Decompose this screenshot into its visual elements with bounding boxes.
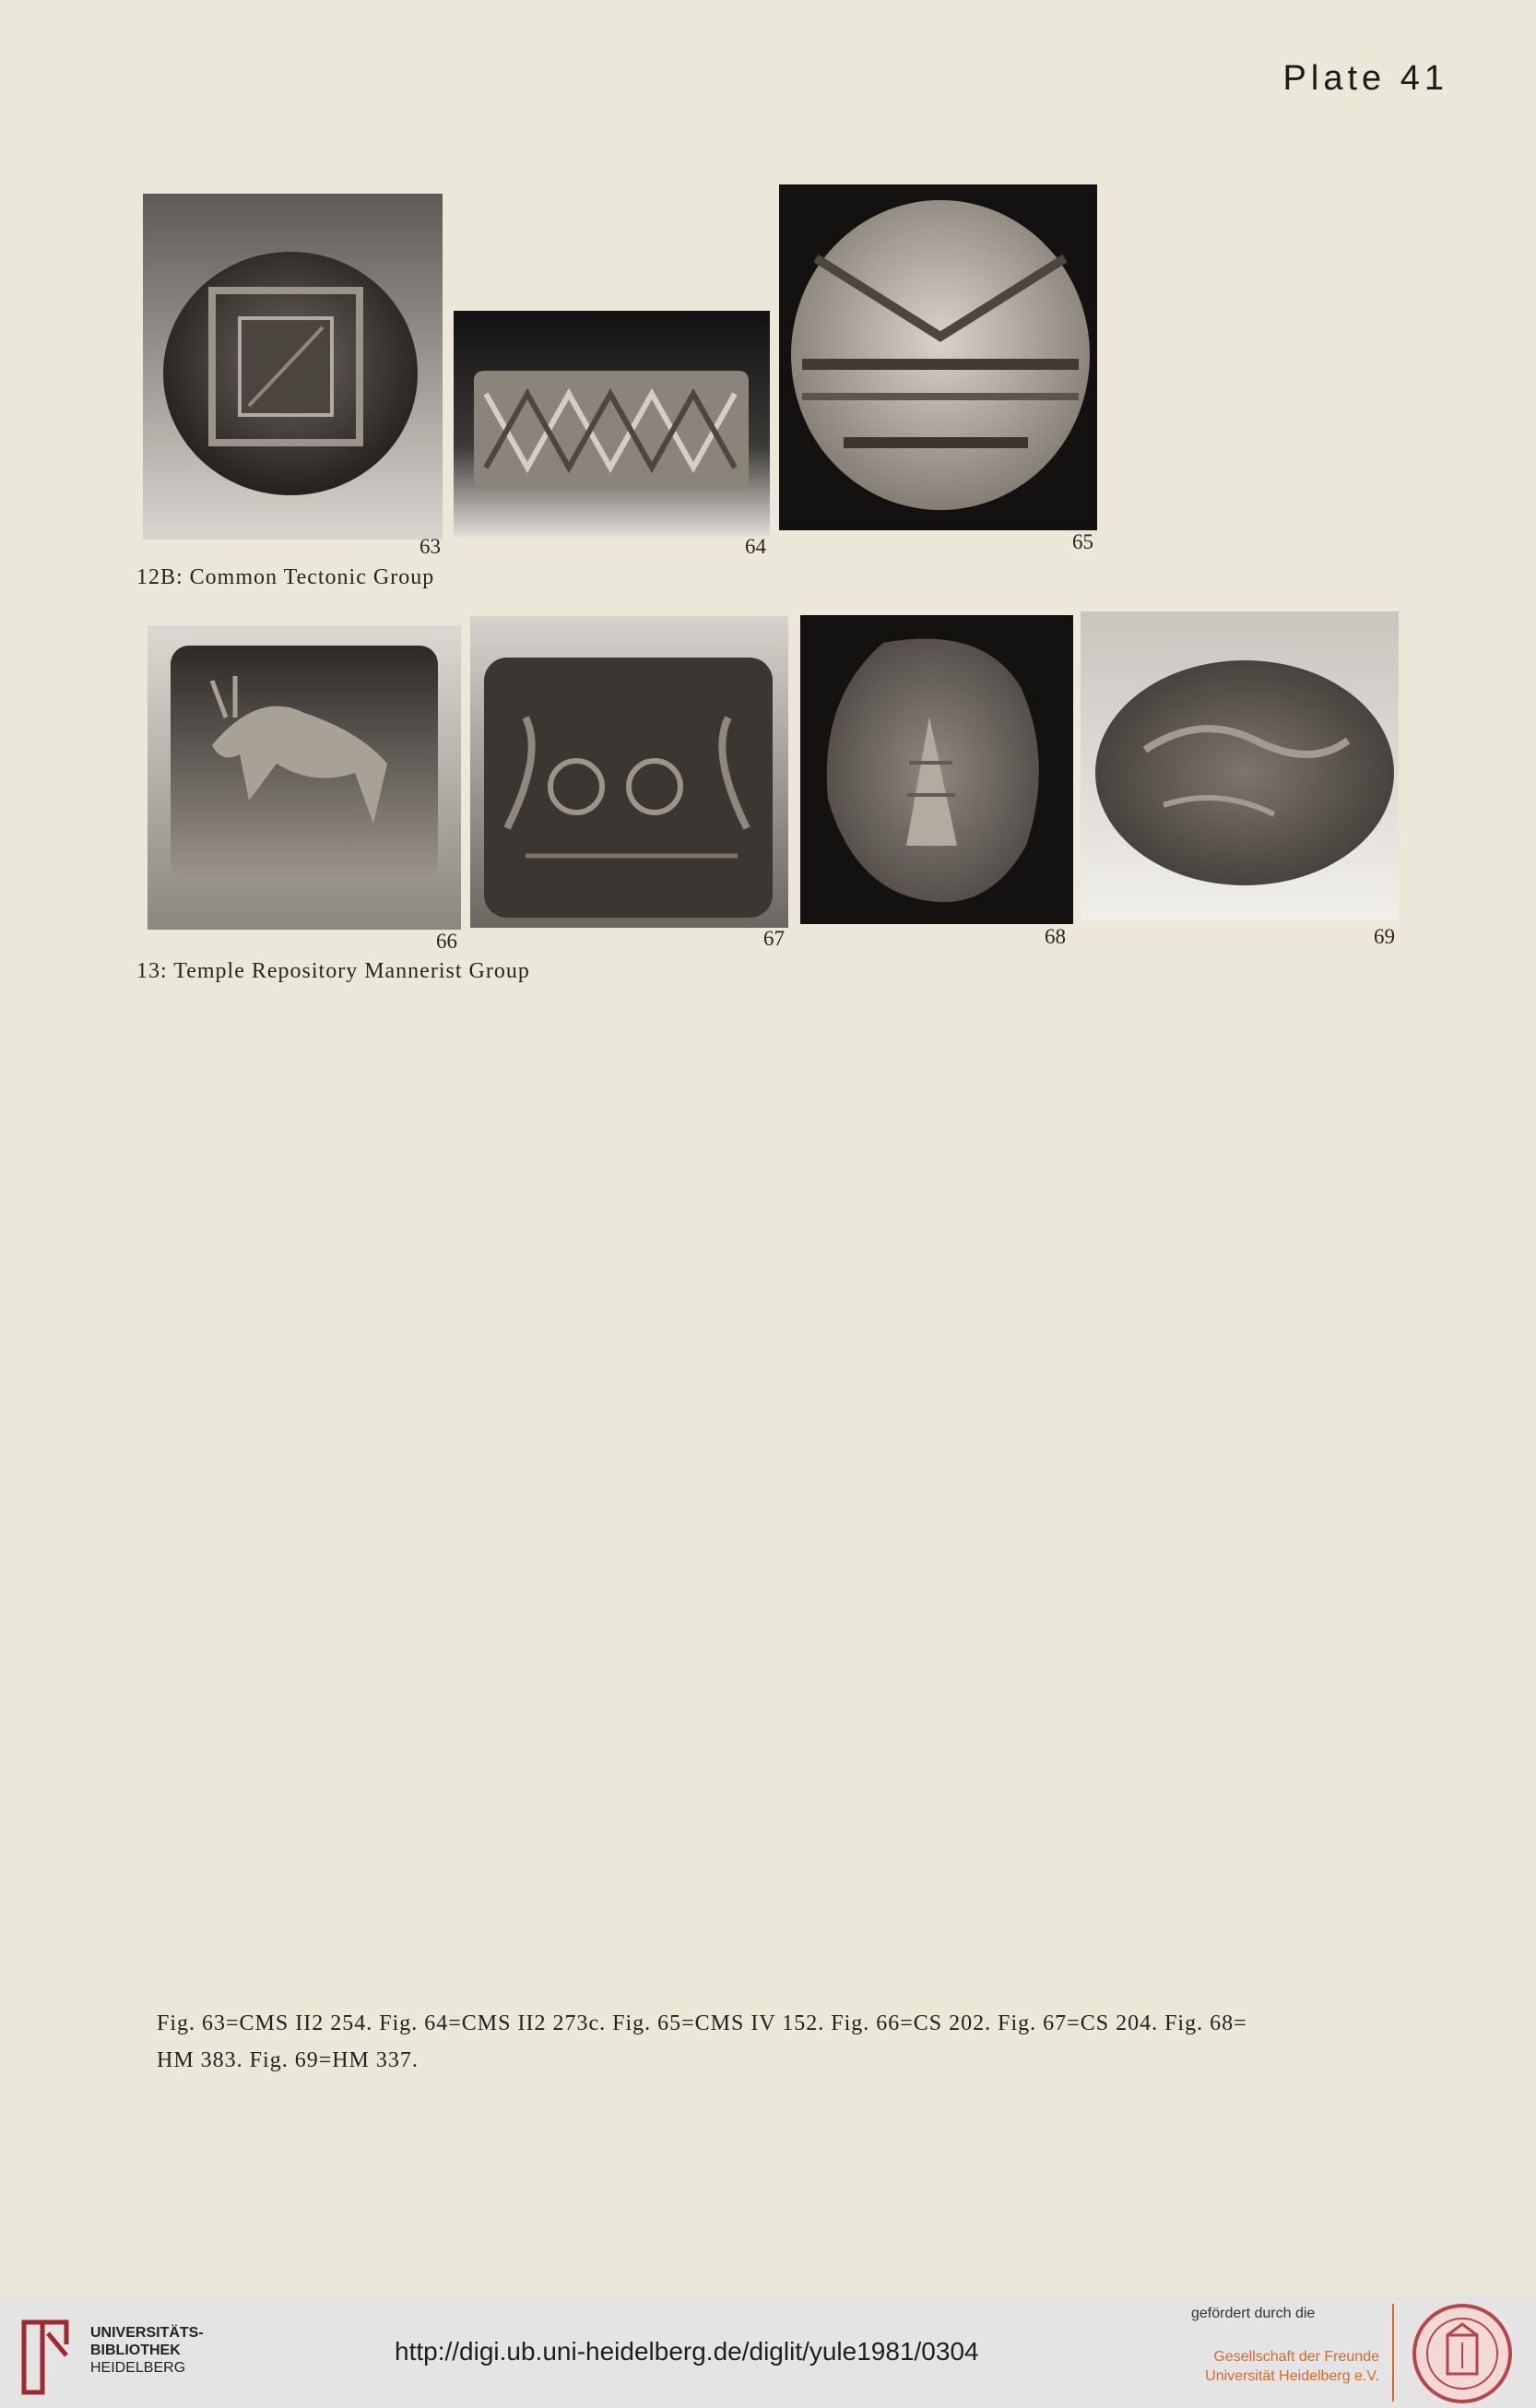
plate-caption: [157, 2005, 1438, 2079]
society-name: [1195, 2347, 1379, 2386]
seal-photo-69: [1081, 611, 1399, 920]
seal-photo-68: [800, 615, 1073, 924]
footer-divider: [1392, 2304, 1394, 2402]
figure-number: 66: [436, 930, 457, 953]
society-name-line: Gesellschaft der Freunde: [1213, 2349, 1379, 2365]
promoted-by-label: gefördert durch die: [1191, 2306, 1316, 2321]
figure-number: 65: [1072, 530, 1093, 553]
library-name: [90, 2324, 204, 2377]
library-name-line: UNIVERSITÄTS-: [90, 2325, 204, 2341]
caption-line: Fig. 63=CMS II2 254. Fig. 64=CMS II2 273c. Fig. 65=CMS IV 152. Fig. 66=CS 202. Fig. 67=CS 204. Fig. 68=: [157, 2011, 1247, 2035]
seal-photo-67: [470, 616, 788, 928]
library-name-line: HEIDELBERG: [90, 2360, 186, 2376]
caption-line: HM 383. Fig. 69=HM 337.: [157, 2048, 419, 2072]
seal-photo-64: [454, 311, 770, 537]
library-name-line: BIBLIOTHEK: [90, 2343, 181, 2358]
university-seal-icon: [1411, 2302, 1514, 2405]
source-url[interactable]: http://digi.ub.uni-heidelberg.de/diglit/yule1981/0304: [395, 2337, 979, 2366]
seal-photo-65: [779, 184, 1097, 530]
seal-photo-66: [148, 625, 461, 930]
library-logo-icon: [20, 2317, 76, 2396]
plate-title: Plate 41: [1282, 59, 1448, 98]
figure-number: 63: [419, 535, 441, 558]
seal-photo-63: [143, 194, 443, 540]
figure-number: 67: [763, 927, 785, 950]
society-name-line: Universität Heidelberg e.V.: [1205, 2368, 1379, 2384]
figure-number: 68: [1045, 925, 1066, 948]
group-caption-12b: 12B: Common Tectonic Group: [136, 565, 435, 589]
figure-number: 64: [745, 535, 766, 558]
figure-number: 69: [1374, 925, 1395, 948]
group-caption-13: 13: Temple Repository Mannerist Group: [136, 959, 530, 983]
